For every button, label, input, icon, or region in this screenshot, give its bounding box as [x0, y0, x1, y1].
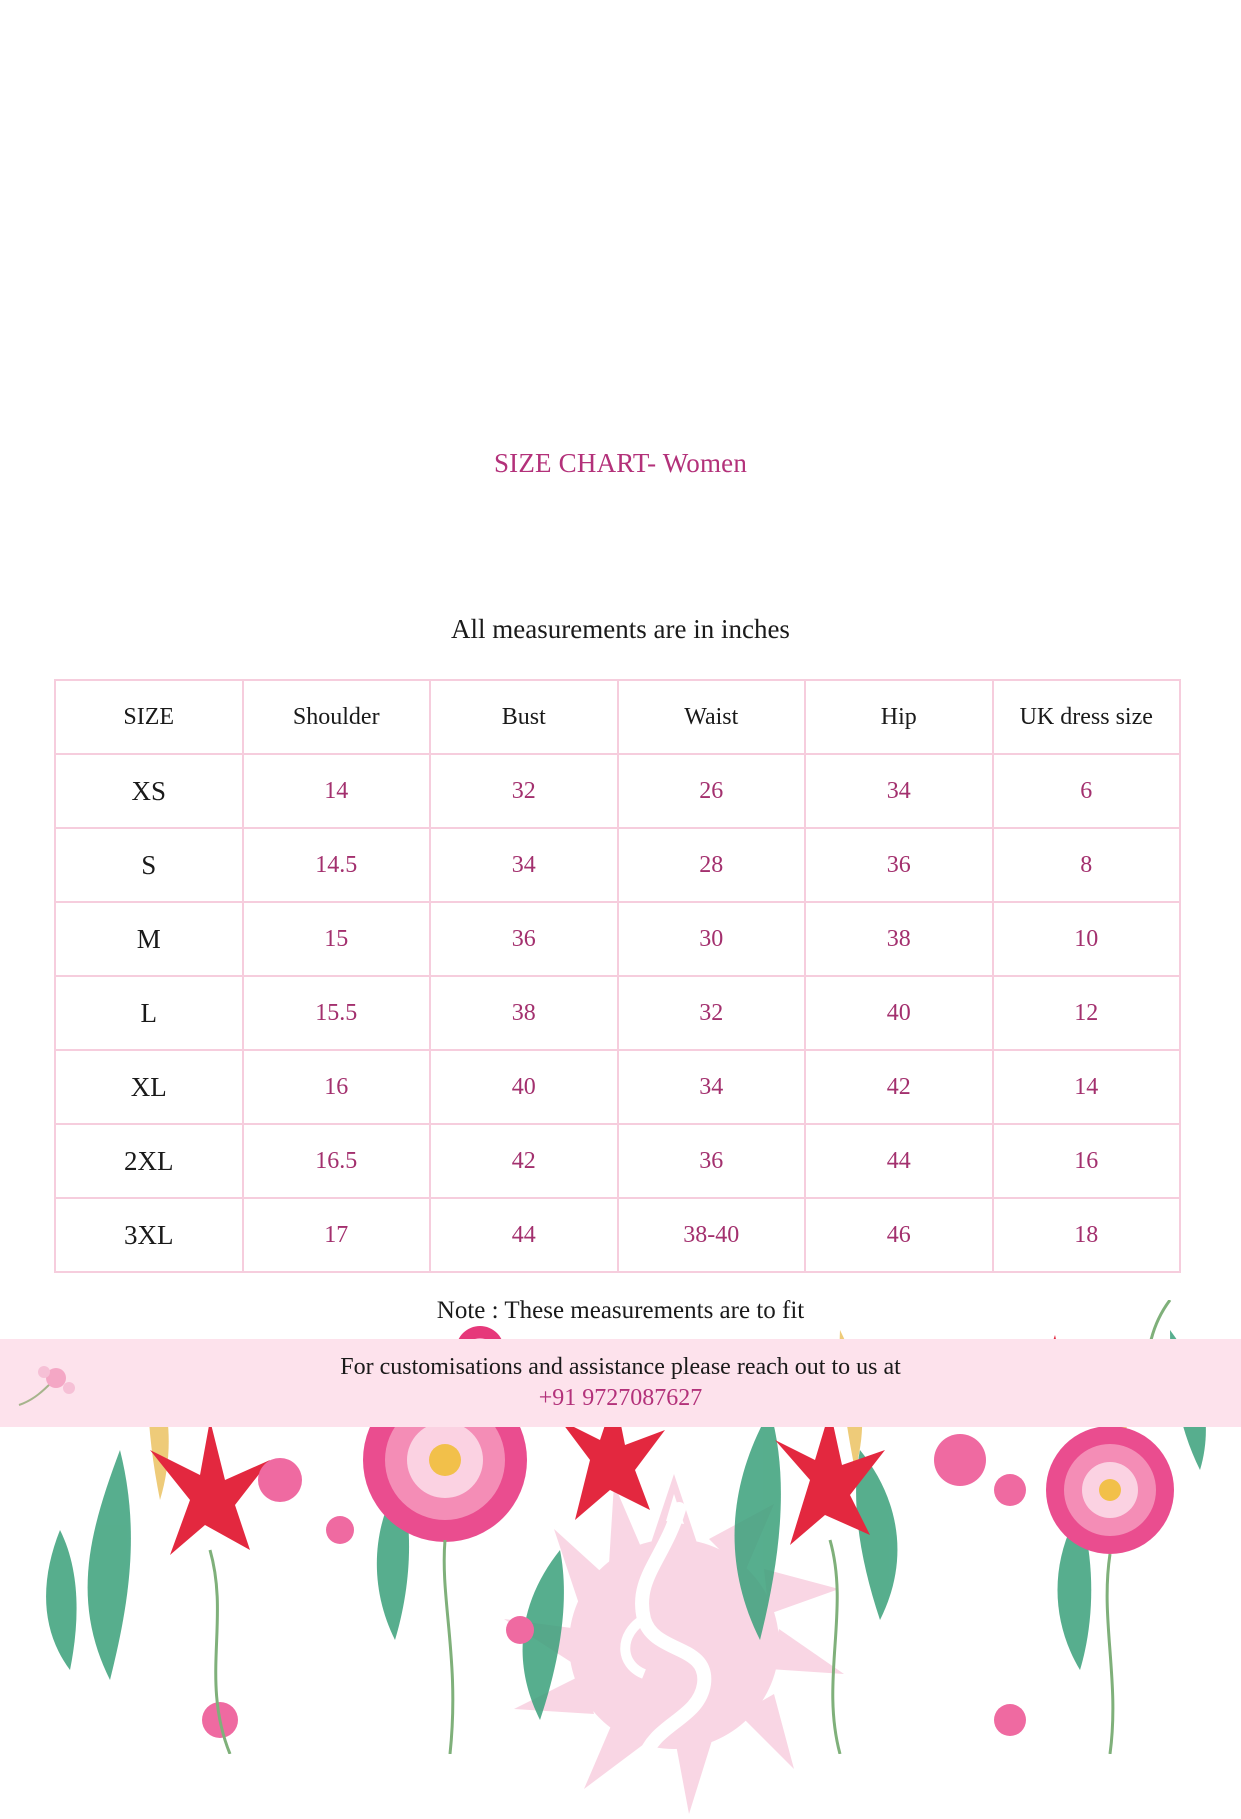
header-bust: Bust [430, 680, 618, 754]
uk-size-cell: 8 [993, 828, 1181, 902]
hip-cell: 40 [805, 976, 993, 1050]
table-row [55, 902, 1180, 976]
fit-note: Note : These measurements are to fit [436, 1297, 805, 1324]
units-subtitle: All measurements are in inches [451, 614, 790, 644]
header-waist: Waist [618, 680, 806, 754]
bust-cell: 42 [430, 1124, 618, 1198]
table-row [55, 1124, 1180, 1198]
waist-cell: 26 [618, 754, 806, 828]
size-cell: XS [55, 754, 243, 828]
bust-cell: 38 [430, 976, 618, 1050]
hip-cell: 34 [805, 754, 993, 828]
uk-size-cell: 16 [993, 1124, 1181, 1198]
bust-cell: 36 [430, 902, 618, 976]
bust-cell: 40 [430, 1050, 618, 1124]
waist-cell: 28 [618, 828, 806, 902]
contact-band [0, 1339, 1241, 1427]
hip-cell: 36 [805, 828, 993, 902]
size-cell: L [55, 976, 243, 1050]
shoulder-cell: 16.5 [243, 1124, 431, 1198]
waist-cell: 34 [618, 1050, 806, 1124]
header-size: SIZE [55, 680, 243, 754]
table-row [55, 828, 1180, 902]
waist-cell: 32 [618, 976, 806, 1050]
uk-size-cell: 14 [993, 1050, 1181, 1124]
size-cell: 2XL [55, 1124, 243, 1198]
shoulder-cell: 14.5 [243, 828, 431, 902]
hip-cell: 44 [805, 1124, 993, 1198]
size-table [54, 679, 1181, 1273]
size-cell: M [55, 902, 243, 976]
waist-cell: 38-40 [618, 1198, 806, 1272]
table-header-row [55, 680, 1180, 754]
bust-cell: 32 [430, 754, 618, 828]
shoulder-cell: 15.5 [243, 976, 431, 1050]
size-cell: S [55, 828, 243, 902]
header-uk-dress-size: UK dress size [993, 680, 1181, 754]
size-cell: XL [55, 1050, 243, 1124]
uk-size-cell: 18 [993, 1198, 1181, 1272]
table-row [55, 754, 1180, 828]
bust-cell: 44 [430, 1198, 618, 1272]
table-row [55, 1050, 1180, 1124]
page-title: SIZE CHART- Women [493, 448, 748, 478]
header-shoulder: Shoulder [243, 680, 431, 754]
table-row [55, 1198, 1180, 1272]
waist-cell: 30 [618, 902, 806, 976]
uk-size-cell: 10 [993, 902, 1181, 976]
contact-text: For customisations and assistance please reach out to us at [340, 1354, 901, 1380]
hip-cell: 46 [805, 1198, 993, 1272]
bust-cell: 34 [430, 828, 618, 902]
size-cell: 3XL [55, 1198, 243, 1272]
shoulder-cell: 16 [243, 1050, 431, 1124]
shoulder-cell: 17 [243, 1198, 431, 1272]
shoulder-cell: 14 [243, 754, 431, 828]
contact-phone[interactable]: +91 9727087627 [538, 1385, 703, 1411]
size-chart [54, 679, 1181, 1250]
hip-cell: 42 [805, 1050, 993, 1124]
uk-size-cell: 6 [993, 754, 1181, 828]
waist-cell: 36 [618, 1124, 806, 1198]
shoulder-cell: 15 [243, 902, 431, 976]
table-row [55, 976, 1180, 1050]
header-hip: Hip [805, 680, 993, 754]
uk-size-cell: 12 [993, 976, 1181, 1050]
hip-cell: 38 [805, 902, 993, 976]
